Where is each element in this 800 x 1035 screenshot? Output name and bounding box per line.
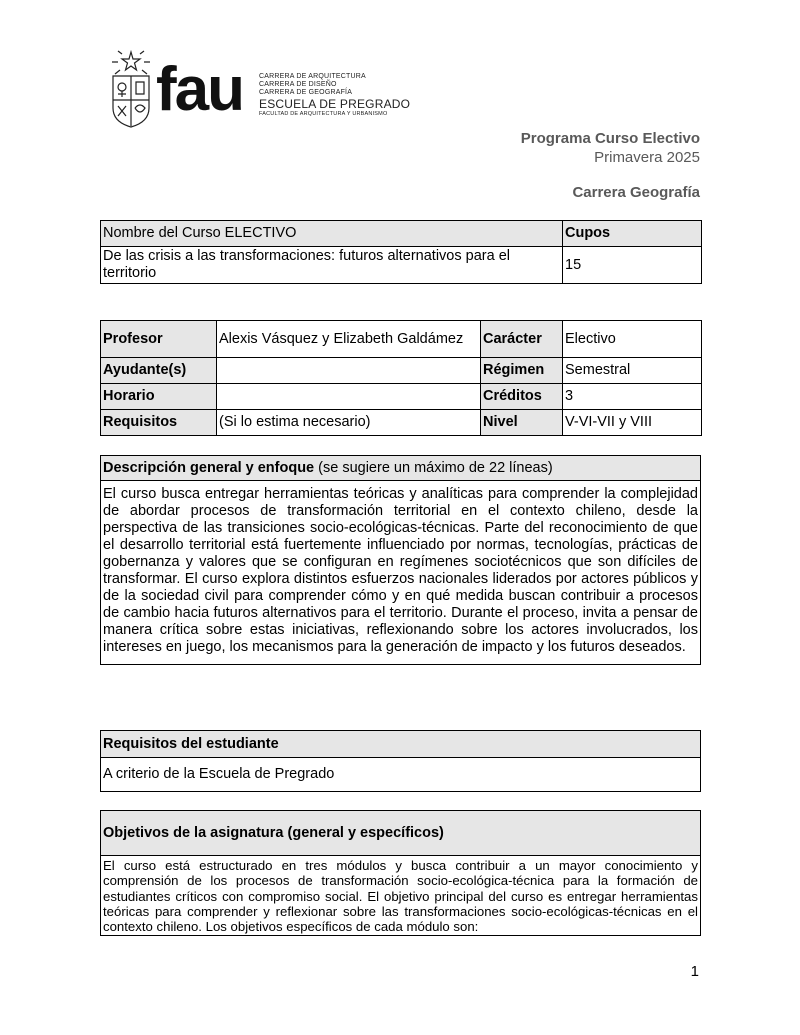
creditos-value: 3	[563, 384, 702, 410]
career-title: Carrera Geografía	[572, 184, 700, 201]
ayudante-value	[217, 358, 481, 384]
caracter-label: Carácter	[481, 321, 563, 358]
logo-subtitle	[259, 73, 410, 118]
student-req-body: A criterio de la Escuela de Pregrado	[101, 758, 701, 792]
regimen-label: Régimen	[481, 358, 563, 384]
course-name-label: Nombre del Curso ELECTIVO	[101, 221, 563, 247]
university-seal-icon	[110, 50, 152, 128]
description-note: (se sugiere un máximo de 22 líneas)	[318, 459, 553, 476]
objectives-title: Objetivos de la asignatura (general y específicos)	[101, 811, 701, 856]
nivel-label: Nivel	[481, 410, 563, 436]
info-table	[100, 320, 702, 436]
creditos-label: Créditos	[481, 384, 563, 410]
page-number: 1	[690, 963, 699, 980]
ayudante-label: Ayudante(s)	[101, 358, 217, 384]
logo-school: ESCUELA DE PREGRADO	[259, 97, 411, 111]
program-title: Programa Curso Electivo	[520, 130, 700, 147]
course-table	[100, 220, 702, 284]
cupos-value: 15	[563, 247, 702, 284]
student-req-table	[100, 730, 701, 792]
logo-line-geografia: CARRERA DE GEOGRAFÍA	[259, 89, 353, 96]
logo-line-diseno: CARRERA DE DISEÑO	[259, 81, 337, 88]
caracter-value: Electivo	[563, 321, 702, 358]
horario-label: Horario	[101, 384, 217, 410]
requisitos-value: (Si lo estima necesario)	[217, 410, 481, 436]
description-table	[100, 455, 701, 665]
cupos-label: Cupos	[563, 221, 702, 247]
objectives-table	[100, 810, 701, 936]
program-term: Primavera 2025	[594, 149, 700, 166]
regimen-value: Semestral	[563, 358, 702, 384]
description-title: Descripción general y enfoque	[103, 459, 315, 476]
student-req-title: Requisitos del estudiante	[101, 731, 701, 758]
requisitos-label: Requisitos	[101, 410, 217, 436]
brand-logo-text: fau	[156, 55, 243, 124]
profesor-value: Alexis Vásquez y Elizabeth Galdámez	[217, 321, 481, 358]
description-body: El curso busca entregar herramientas teóricas y analíticas para comprender la complejidad de abordar procesos de transformación territorial en el contexto chileno, desde la perspectiva de las transiciones socio-ecológicas-técnicas. Parte del reconocimiento de que el desarrollo territorial está fuertemente influenciado por normas, tecnologías, prácticas de gobernanza y valores que se configuran en regímenes sociotécnicos que son difíciles de transformar. El curso explora distintos esfuerzos nacionales liderados por actores públicos y de la sociedad civil para comprender cómo y en qué medida buscan contribuir a procesos de cambio hacia futuros alternativos para el territorio. Durante el proceso, invita a pensar de manera crítica sobre estas iniciativas, reflexionando sobre los actores involucrados, los intereses en juego, los mecanismos para la generación de impacto y los futuros deseados.	[101, 481, 701, 665]
nivel-value: V-VI-VII y VIII	[563, 410, 702, 436]
logo-faculty: FACULTAD DE ARQUITECTURA Y URBANISMO	[259, 111, 388, 117]
course-name: De las crisis a las transformaciones: futuros alternativos para el territorio	[101, 247, 563, 284]
objectives-body: El curso está estructurado en tres módulos y busca contribuir a un mayor conocimiento y comprensión de los procesos de transformación socio-ecológica-técnica para la formación de estudiantes críticos con compromiso social. El objetivo principal del curso es entregar herramientas teóricas para comprender y reflexionar sobre las transformaciones socio-ecológicas-técnicas en el contexto chileno. Los objetivos específicos de cada módulo son:	[101, 856, 701, 936]
horario-value	[217, 384, 481, 410]
profesor-label: Profesor	[101, 321, 217, 358]
logo-line-arquitectura: CARRERA DE ARQUITECTURA	[259, 73, 366, 80]
description-header	[101, 456, 701, 481]
